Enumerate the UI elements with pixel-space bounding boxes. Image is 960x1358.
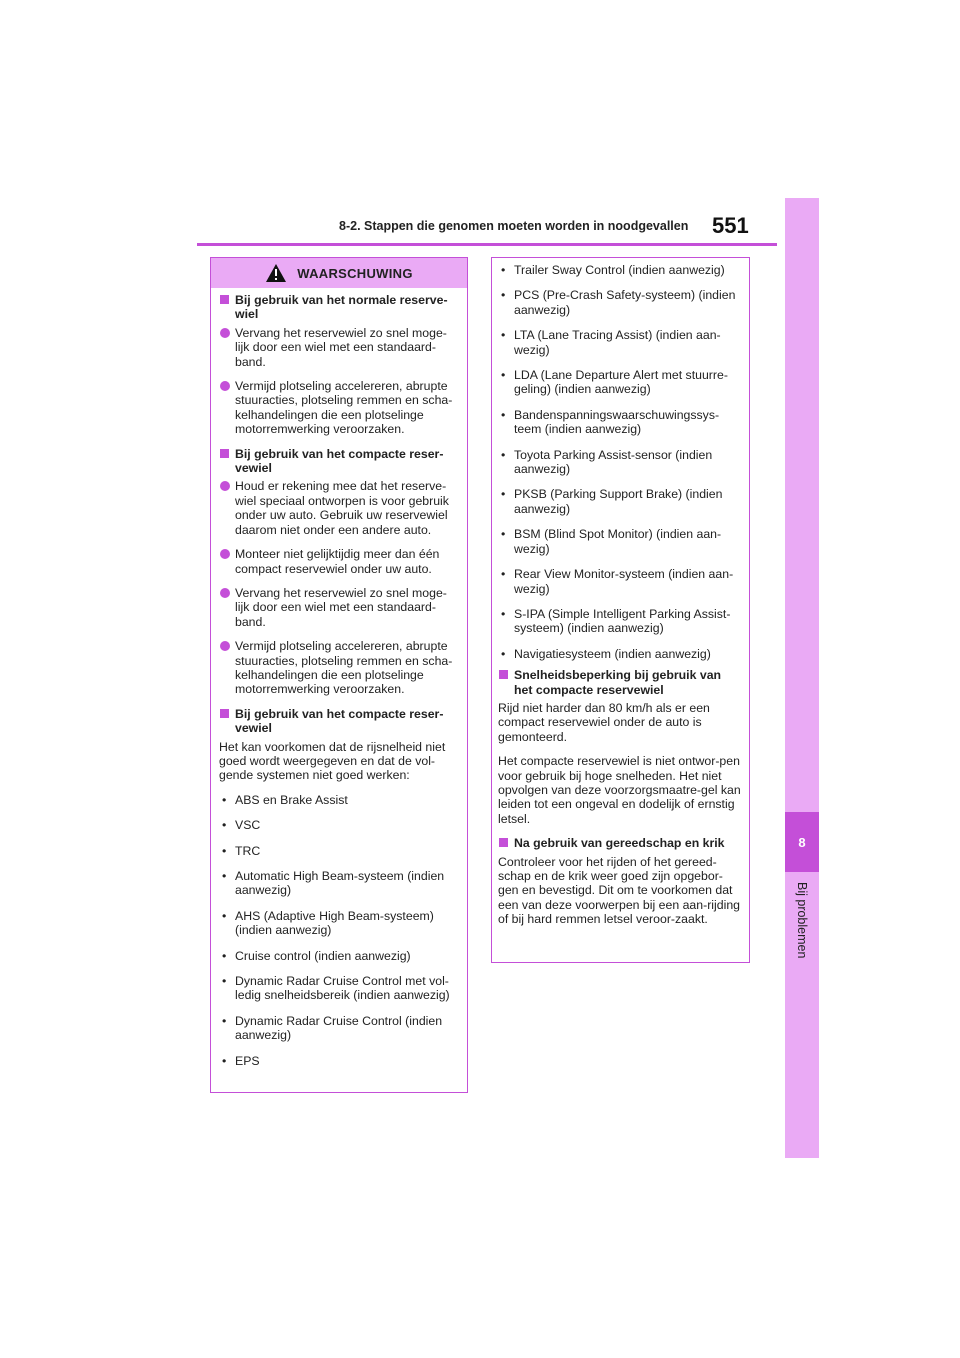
section-title: 8-2. Stappen die genomen moeten worden in noodgevallen (339, 219, 689, 233)
list-item: • EPS (222, 1053, 260, 1068)
list-item: • Toyota Parking Assist-sensor (indien aanwezig) (501, 447, 713, 477)
square-bullet-icon (220, 295, 229, 304)
section-heading: Bij gebruik van het compacte reser-vewiel (219, 707, 459, 736)
paragraph: Het kan voorkomen dat de rijsnelheid niet goed wordt weergegeven en dat de vol-gende systemen niet goed werken: (219, 739, 446, 783)
chapter-label: Bij problemen (795, 882, 809, 959)
list-item: • AHS (Adaptive High Beam-systeem) (indien aanwezig) (222, 908, 434, 938)
list-item: Houd er rekening mee dat het reserve-wiel speciaal ontworpen is voor gebruik onder uw auto. Gebruik uw reservewiel daarom niet onder een andere auto. (219, 479, 459, 537)
list-item: • Automatic High Beam-systeem (indien aanwezig) (222, 869, 445, 898)
warning-triangle-icon (265, 263, 287, 283)
list-item: • PKSB (Parking Support Brake) (indien aanwezig) (501, 487, 723, 516)
section-heading: Bij gebruik van het compacte reser-vewiel (219, 447, 459, 476)
square-bullet-icon (220, 709, 229, 718)
circle-bullet-icon (220, 641, 230, 651)
header-divider (197, 243, 777, 246)
list-item: Vervang het reservewiel zo snel moge-lijk door een wiel met een standaard-band. (219, 586, 459, 629)
square-bullet-icon (499, 838, 508, 847)
square-bullet-icon (499, 670, 508, 679)
circle-bullet-icon (220, 381, 230, 391)
section-heading: Na gebruik van gereedschap en krik (498, 836, 741, 850)
paragraph: Controleer voor het rijden of het gereed-schap en de krik weer goed zijn opgebor-gen en bevestigd. Dit om te voorkomen dat een van deze voorwerpen bij een aan-rijding of bij hard remmen letsel veroor-zaakt. (498, 854, 740, 927)
warning-title: WAARSCHUWING (297, 265, 413, 281)
circle-bullet-icon (220, 588, 230, 598)
list-item: • Rear View Monitor-systeem (indien aan-wezig) (501, 567, 734, 596)
warning-box-left (210, 257, 468, 1093)
circle-bullet-icon (220, 328, 230, 338)
warning-box-right (491, 257, 750, 963)
list-item: • ABS en Brake Assist (222, 792, 348, 807)
paragraph: Het compacte reservewiel is niet ontwor-pen voor gebruik bij hoge snelheden. Het niet opvolgen van deze voorzorgsmaatre-gel kan leiden tot een ongeval en dodelijk of ernstig letsel. (498, 754, 741, 826)
list-item: • PCS (Pre-Crash Safety-systeem) (indien aanwezig) (501, 288, 736, 317)
list-item: • LDA (Lane Departure Alert met stuurre-geling) (indien aanwezig) (501, 368, 728, 397)
list-item: Monteer niet gelijktijdig meer dan één compact reservewiel onder uw auto. (219, 547, 459, 576)
list-item: • Dynamic Radar Cruise Control met vol-ledig snelheidsbereik (indien aanwezig) (222, 974, 450, 1003)
page-number: 551 (712, 213, 749, 238)
list-item: • BSM (Blind Spot Monitor) (indien aan-wezig) (501, 527, 722, 556)
circle-bullet-icon (220, 481, 230, 491)
list-item: Vermijd plotseling accelereren, abrupte stuuracties, plotseling remmen en scha-kelhandelingen die een plotselinge motorremwerking veroorzaken. (219, 379, 459, 437)
list-item: • Navigatiesysteem (indien aanwezig) (501, 646, 711, 661)
list-item: • Cruise control (indien aanwezig) (222, 948, 411, 963)
list-item: • VSC (222, 818, 261, 833)
chapter-number: 8 (785, 812, 819, 872)
section-heading: Bij gebruik van het normale reserve-wiel (219, 293, 459, 322)
list-item: • Dynamic Radar Cruise Control (indien aanwezig) (222, 1013, 443, 1043)
list-item: Vermijd plotseling accelereren, abrupte stuuracties, plotseling remmen en scha-kelhandelingen die een plotselinge motorremwerking veroorzaken. (219, 639, 459, 697)
list-item: • Trailer Sway Control (indien aanwezig) (501, 263, 725, 277)
list-item: • S-IPA (Simple Intelligent Parking Assist-systeem) (indien aanwezig) (501, 606, 731, 636)
warning-header (211, 258, 467, 288)
circle-bullet-icon (220, 549, 230, 559)
chapter-side-tab (785, 198, 819, 1158)
paragraph: Rijd niet harder dan 80 km/h als er een compact reservewiel onder de auto is gemonteerd. (498, 700, 710, 744)
square-bullet-icon (220, 449, 229, 458)
section-heading: Snelheidsbeperking bij gebruik van het compacte reservewiel (498, 668, 741, 697)
list-item: • Bandenspanningswaarschuwingssys-teem (indien aanwezig) (501, 407, 720, 437)
list-item: • LTA (Lane Tracing Assist) (indien aan-wezig) (501, 328, 721, 357)
list-item: • TRC (222, 843, 261, 858)
list-item: Vervang het reservewiel zo snel moge-lijk door een wiel met een standaard-band. (219, 326, 459, 369)
